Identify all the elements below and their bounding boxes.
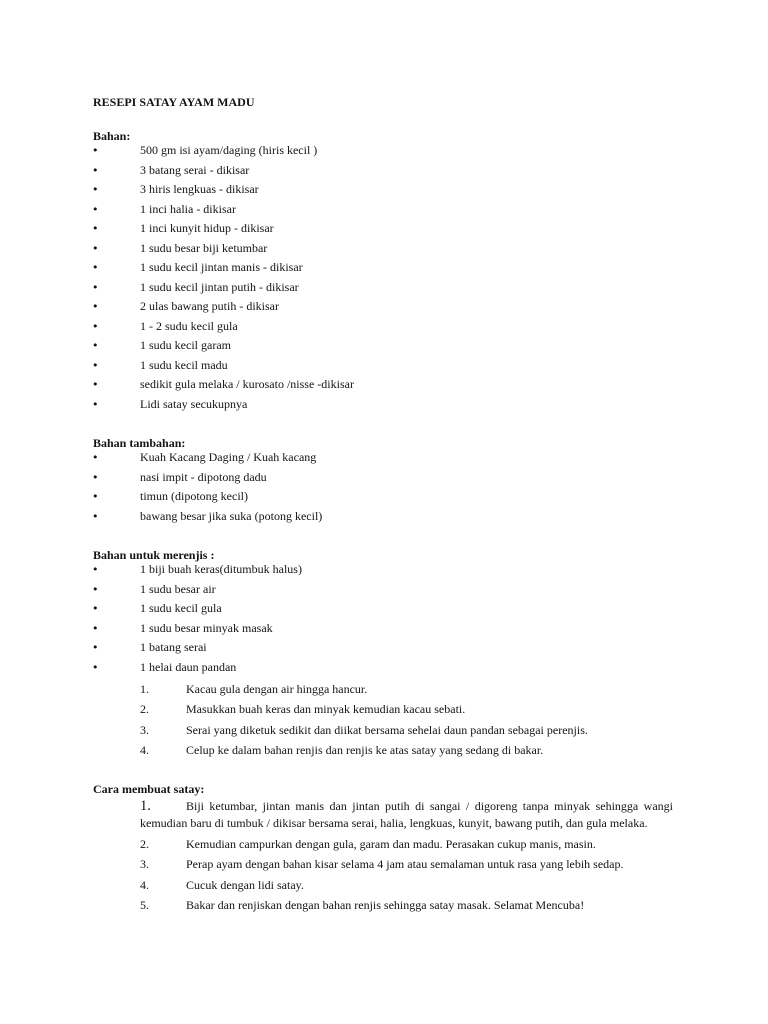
step-number: 2. xyxy=(140,836,149,851)
bullet-marker: • xyxy=(92,144,99,158)
numbered-step xyxy=(0,854,768,875)
ingredient-list xyxy=(0,141,768,414)
bullet-marker: • xyxy=(92,451,99,465)
item-text: 1 sudu besar air xyxy=(140,581,216,596)
list-item xyxy=(0,395,768,415)
bullet-marker: • xyxy=(92,509,99,523)
bullet-marker: • xyxy=(92,582,99,596)
bullet-marker: • xyxy=(92,202,99,216)
list-item xyxy=(0,507,768,527)
item-text: bawang besar jika suka (potong kecil) xyxy=(140,508,323,523)
item-text: 1 helai daun pandan xyxy=(140,659,237,674)
numbered-step xyxy=(0,720,768,741)
list-item xyxy=(0,580,768,600)
numbered-step xyxy=(0,895,768,916)
step-continuation-line xyxy=(0,815,768,832)
step-text: Kacau gula dengan air hingga hancur. xyxy=(186,681,368,696)
step-first-line xyxy=(0,798,768,815)
section-heading-bahan-merenjis: Bahan untuk merenjis : xyxy=(93,548,215,562)
bullet-marker: • xyxy=(92,378,99,392)
bullet-marker: • xyxy=(92,621,99,635)
list-item xyxy=(0,658,768,678)
method-step-list xyxy=(0,834,768,916)
section-heading-cara: Cara membuat satay: xyxy=(93,782,205,796)
list-item xyxy=(0,336,768,356)
list-item xyxy=(0,141,768,161)
bullet-marker: • xyxy=(92,602,99,616)
bullet-marker: • xyxy=(92,358,99,372)
sprinkle-step-list xyxy=(0,679,768,761)
item-text: 1 inci halia - dikisar xyxy=(140,201,236,216)
method-step-1 xyxy=(0,798,768,832)
step-text: Perap ayam dengan bahan kisar selama 4 jam atau semalaman untuk rasa yang lebih sedap. xyxy=(186,857,624,872)
step-text-line1: Biji ketumbar, jintan manis dan jintan putih di sangai / digoreng tanpa minyak sehingga wangi xyxy=(186,798,673,813)
list-item xyxy=(0,468,768,488)
bullet-marker: • xyxy=(92,470,99,484)
item-text: nasi impit - dipotong dadu xyxy=(140,469,267,484)
list-item xyxy=(0,278,768,298)
step-text: Masukkan buah keras dan minyak kemudian kacau sebati. xyxy=(186,702,466,717)
item-text: 1 sudu besar minyak masak xyxy=(140,620,273,635)
step-text-line2: kemudian baru di tumbuk / dikisar bersama serai, halia, lengkuas, kunyit, bawang putih, dan gula melaka. xyxy=(140,815,648,830)
list-item xyxy=(0,487,768,507)
list-item xyxy=(0,200,768,220)
bullet-marker: • xyxy=(92,241,99,255)
list-item xyxy=(0,297,768,317)
item-text: 1 sudu kecil jintan manis - dikisar xyxy=(140,260,303,275)
bullet-marker: • xyxy=(92,339,99,353)
item-text: 1 sudu kecil jintan putih - dikisar xyxy=(140,279,299,294)
numbered-step xyxy=(0,699,768,720)
item-text: 1 biji buah keras(ditumbuk halus) xyxy=(140,562,302,577)
bullet-marker: • xyxy=(92,641,99,655)
document-title: RESEPI SATAY AYAM MADU xyxy=(93,95,255,109)
step-text: Bakar dan renjiskan dengan bahan renjis sehingga satay masak. Selamat Mencuba! xyxy=(186,898,585,913)
list-item xyxy=(0,560,768,580)
item-text: timun (dipotong kecil) xyxy=(140,489,248,504)
item-text: Kuah Kacang Daging / Kuah kacang xyxy=(140,450,317,465)
step-text: Serai yang diketuk sedikit dan diikat bersama sehelai daun pandan sebagai perenjis. xyxy=(186,722,588,737)
sprinkle-ingredient-list xyxy=(0,560,768,677)
item-text: 1 inci kunyit hidup - dikisar xyxy=(140,221,274,236)
item-text: 2 ulas bawang putih - dikisar xyxy=(140,299,279,314)
item-text: 1 sudu kecil madu xyxy=(140,357,228,372)
bullet-marker: • xyxy=(92,163,99,177)
list-item xyxy=(0,619,768,639)
step-number: 4. xyxy=(140,877,149,892)
step-number: 1. xyxy=(140,797,151,814)
step-number: 4. xyxy=(140,743,149,758)
numbered-step xyxy=(0,740,768,761)
step-text: Cucuk dengan lidi satay. xyxy=(186,877,304,892)
item-text: 1 - 2 sudu kecil gula xyxy=(140,318,238,333)
bullet-marker: • xyxy=(92,563,99,577)
numbered-step xyxy=(0,679,768,700)
bullet-marker: • xyxy=(92,183,99,197)
step-number: 5. xyxy=(140,898,149,913)
extra-ingredient-list xyxy=(0,448,768,526)
item-text: 3 batang serai - dikisar xyxy=(140,162,250,177)
bullet-marker: • xyxy=(92,222,99,236)
list-item xyxy=(0,180,768,200)
item-text: 1 sudu kecil gula xyxy=(140,601,222,616)
item-text: sedikit gula melaka / kurosato /nisse -dikisar xyxy=(140,377,354,392)
list-item xyxy=(0,219,768,239)
numbered-step xyxy=(0,834,768,855)
item-text: 500 gm isi ayam/daging (hiris kecil ) xyxy=(140,143,318,158)
bullet-marker: • xyxy=(92,319,99,333)
step-number: 3. xyxy=(140,857,149,872)
list-item xyxy=(0,638,768,658)
step-number: 1. xyxy=(140,681,149,696)
item-text: 3 hiris lengkuas - dikisar xyxy=(140,182,259,197)
list-item xyxy=(0,239,768,259)
bullet-marker: • xyxy=(92,490,99,504)
bullet-marker: • xyxy=(92,660,99,674)
numbered-step xyxy=(0,875,768,896)
list-item xyxy=(0,317,768,337)
item-text: Lidi satay secukupnya xyxy=(140,396,248,411)
step-number: 2. xyxy=(140,702,149,717)
step-text: Kemudian campurkan dengan gula, garam dan madu. Perasakan cukup manis, masin. xyxy=(186,836,596,851)
bullet-marker: • xyxy=(92,300,99,314)
item-text: 1 batang serai xyxy=(140,640,207,655)
bullet-marker: • xyxy=(92,261,99,275)
step-text: Celup ke dalam bahan renjis dan renjis ke atas satay yang sedang di bakar. xyxy=(186,743,544,758)
list-item xyxy=(0,161,768,181)
item-text: 1 sudu besar biji ketumbar xyxy=(140,240,268,255)
section-heading-bahan-tambahan: Bahan tambahan: xyxy=(93,436,186,450)
item-text: 1 sudu kecil garam xyxy=(140,338,231,353)
list-item xyxy=(0,258,768,278)
step-number: 3. xyxy=(140,722,149,737)
section-heading-bahan: Bahan: xyxy=(93,129,131,143)
list-item xyxy=(0,356,768,376)
bullet-marker: • xyxy=(92,280,99,294)
bullet-marker: • xyxy=(92,397,99,411)
list-item xyxy=(0,599,768,619)
list-item xyxy=(0,375,768,395)
list-item xyxy=(0,448,768,468)
